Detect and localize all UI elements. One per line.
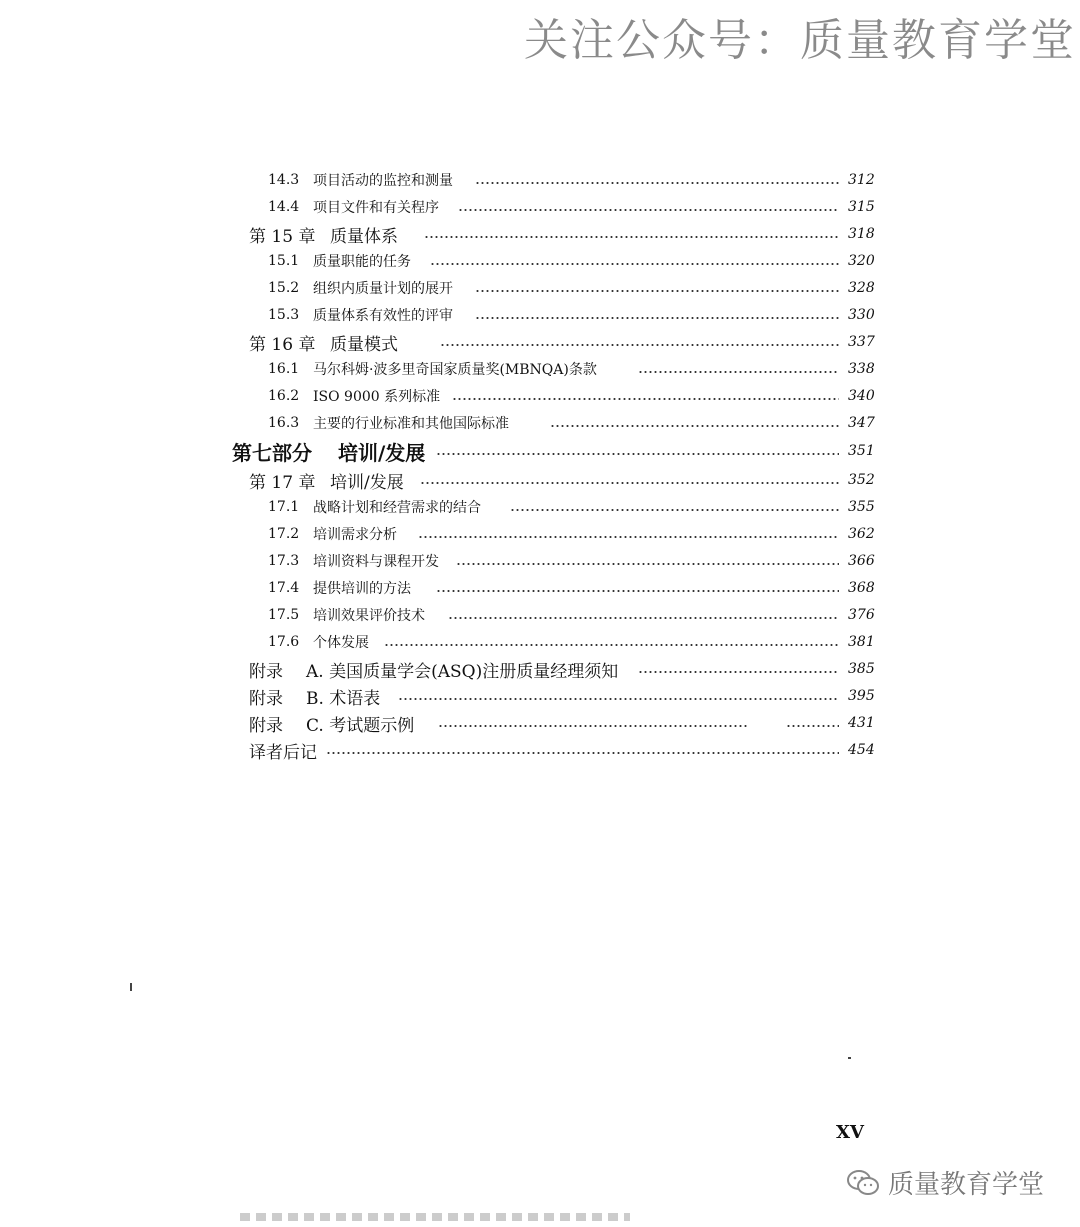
dot-leader: [510, 509, 839, 511]
dot-leader: [384, 644, 839, 646]
toc-entry-page: 355: [848, 499, 875, 515]
toc-entry-title: ISO 9000 系列标准: [313, 389, 441, 405]
watermark-footer: [846, 1164, 1044, 1201]
toc-entry-title: 个体发展: [313, 635, 369, 651]
toc-entry-title: 马尔科姆·波多里奇国家质量奖(MBNQA)条款: [313, 362, 597, 378]
dot-leader: [786, 725, 839, 727]
toc-entry-title: 培训/发展: [330, 472, 404, 493]
dot-leader: [475, 182, 839, 184]
wechat-icon: [846, 1168, 880, 1198]
toc-entry-title: 质量体系有效性的评审: [313, 308, 453, 324]
toc-entry: [0, 629, 1080, 655]
toc-entry: [0, 467, 1080, 493]
toc-entry-title: A. 美国质量学会(ASQ)注册质量经理须知: [306, 661, 619, 682]
dot-leader: [430, 263, 839, 265]
toc-entry-number: 17.6: [268, 634, 300, 650]
toc-entry: [0, 438, 1080, 464]
dot-leader: [550, 425, 839, 427]
dot-leader: [475, 290, 839, 292]
toc-entry-title: 组织内质量计划的展开: [313, 281, 453, 297]
toc-entry: [0, 167, 1080, 193]
toc-entry: [0, 383, 1080, 409]
toc-entry: [0, 410, 1080, 436]
toc-entry-number: 附录: [249, 715, 283, 736]
toc-entry-number: 17.5: [268, 607, 300, 623]
toc-entry-number: 16.1: [268, 361, 300, 377]
toc-entry-title: 提供培训的方法: [313, 581, 411, 597]
dot-leader: [458, 209, 839, 211]
toc-entry-page: 312: [848, 172, 875, 188]
toc-entry: [0, 575, 1080, 601]
toc-entry-number: 15.3: [268, 307, 300, 323]
toc-entry-title: 培训/发展: [338, 440, 426, 465]
scan-speck: [848, 1057, 851, 1059]
toc-entry-page: 362: [848, 526, 875, 542]
toc-entry-page: 315: [848, 199, 875, 215]
toc-entry-page: 347: [848, 415, 875, 431]
toc-entry-page: 368: [848, 580, 875, 596]
toc-entry: [0, 356, 1080, 382]
toc-entry: [0, 248, 1080, 274]
toc-entry: [0, 275, 1080, 301]
dot-leader: [452, 398, 839, 400]
toc-entry-page: 338: [848, 361, 875, 377]
toc-entry-title: 培训资料与课程开发: [313, 554, 439, 570]
toc-entry-page: 395: [848, 688, 875, 704]
toc-entry-page: 366: [848, 553, 875, 569]
dot-leader: [448, 617, 839, 619]
watermark-header: 关注公众号：质量教育学堂: [524, 15, 1076, 66]
dot-leader: [638, 371, 839, 373]
toc-entry: [0, 737, 1080, 763]
toc-entry-title: 质量职能的任务: [313, 254, 411, 270]
toc-entry-page: 385: [848, 661, 875, 677]
dot-leader: [475, 317, 839, 319]
toc-entry-page: 337: [848, 334, 875, 350]
toc-entry-number: 14.4: [268, 199, 300, 215]
toc-entry: [0, 521, 1080, 547]
dot-leader: [398, 698, 839, 700]
toc-entry-number: 第七部分: [232, 440, 312, 465]
toc-entry-page: 340: [848, 388, 875, 404]
toc-entry-number: 17.2: [268, 526, 300, 542]
toc-entry-title: 译者后记: [249, 742, 317, 763]
toc-entry-page: 376: [848, 607, 875, 623]
toc-entry-title: 质量模式: [330, 334, 398, 355]
toc-entry-number: 17.1: [268, 499, 300, 515]
toc-entry-number: 15.1: [268, 253, 300, 269]
dot-leader: [456, 563, 839, 565]
toc-entry: [0, 710, 1080, 736]
toc-entry-page: 352: [848, 472, 875, 488]
toc-entry-number: 14.3: [268, 172, 300, 188]
toc-entry-number: 第 17 章: [249, 472, 316, 493]
dot-leader: [638, 671, 839, 673]
toc-entry-title: 战略计划和经营需求的结合: [313, 500, 481, 516]
toc-entry-page: 431: [848, 715, 875, 731]
toc-entry-title: 培训效果评价技术: [313, 608, 425, 624]
toc-entry-page: 318: [848, 226, 875, 242]
toc-entry-title: C. 考试题示例: [306, 715, 415, 736]
toc-entry-number: 附录: [249, 661, 283, 682]
toc-entry-page: 320: [848, 253, 875, 269]
toc-entry-title: 主要的行业标准和其他国际标准: [313, 416, 509, 432]
toc-entry: [0, 602, 1080, 628]
dot-leader: [424, 236, 839, 238]
toc-entry-number: 附录: [249, 688, 283, 709]
toc-entry-number: 17.4: [268, 580, 300, 596]
dot-leader: [420, 482, 839, 484]
toc-entry-page: 330: [848, 307, 875, 323]
toc-entry-number: 15.2: [268, 280, 300, 296]
toc-entry-number: 16.2: [268, 388, 300, 404]
toc-entry-title: 项目活动的监控和测量: [313, 173, 453, 189]
toc-entry: [0, 221, 1080, 247]
toc-entry: [0, 329, 1080, 355]
toc-entry-page: 351: [848, 443, 875, 459]
dot-leader: [418, 536, 839, 538]
dot-leader: [438, 725, 748, 727]
toc-entry-title: 质量体系: [330, 226, 398, 247]
scan-artifact-strip: [240, 1213, 630, 1221]
toc-entry: [0, 302, 1080, 328]
toc-entry-page: 381: [848, 634, 875, 650]
toc-entry: [0, 656, 1080, 682]
toc-entry: [0, 548, 1080, 574]
toc-entry-page: 328: [848, 280, 875, 296]
page-folio: XV: [836, 1122, 864, 1143]
toc-entry-title: 培训需求分析: [313, 527, 397, 543]
toc-entry: [0, 494, 1080, 520]
dot-leader: [436, 590, 839, 592]
dot-leader: [326, 752, 839, 754]
toc-entry: [0, 194, 1080, 220]
watermark-footer-text: 质量教育学堂: [888, 1170, 1045, 1200]
dot-leader: [440, 344, 839, 346]
toc-entry: [0, 683, 1080, 709]
toc-entry-number: 第 15 章: [249, 226, 316, 247]
toc-entry-page: 454: [848, 742, 875, 758]
scan-speck: [130, 983, 132, 991]
toc-entry-number: 16.3: [268, 415, 300, 431]
toc-entry-title: 项目文件和有关程序: [313, 200, 439, 216]
toc-entry-number: 17.3: [268, 553, 300, 569]
toc-entry-title: B. 术语表: [306, 688, 381, 709]
dot-leader: [436, 453, 839, 455]
toc-entry-number: 第 16 章: [249, 334, 316, 355]
